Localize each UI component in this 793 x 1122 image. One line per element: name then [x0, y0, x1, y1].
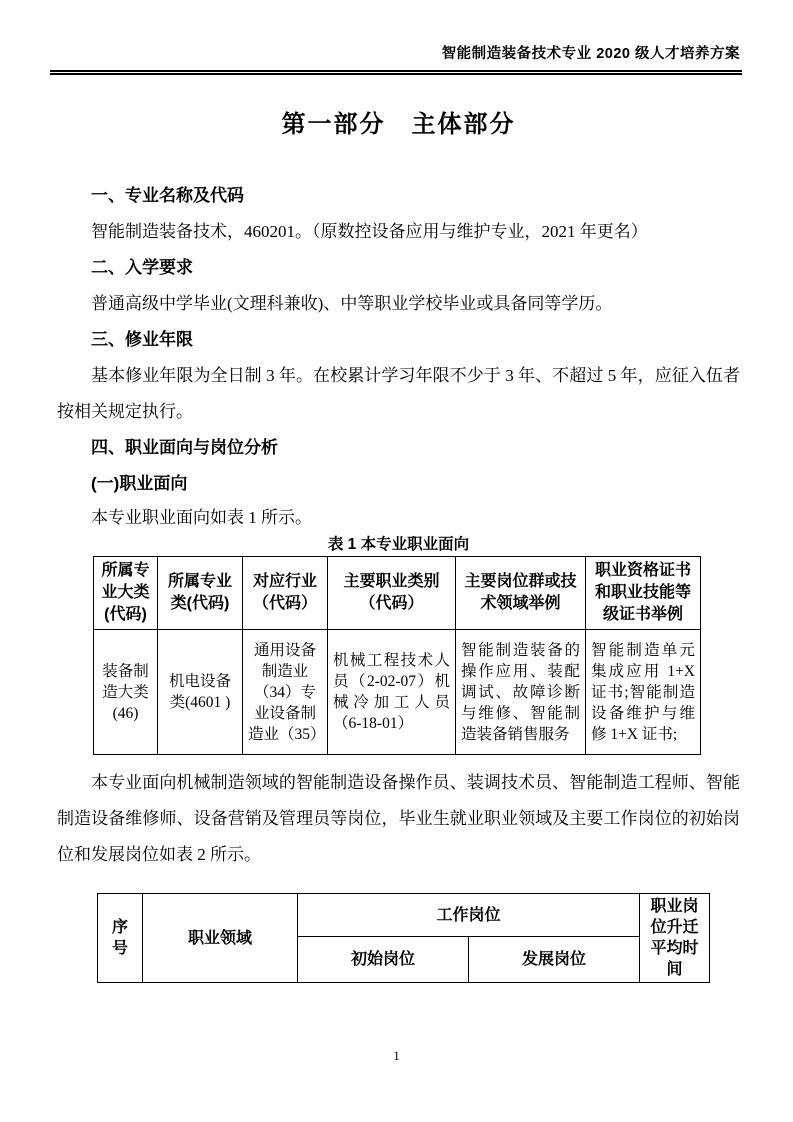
table1-cell-major-class: 机电设备类(4601 ) [158, 630, 243, 755]
table1-intro-paragraph: 本专业职业面向如表 1 所示。 [91, 508, 312, 527]
page-number: 1 [393, 1048, 400, 1063]
table2-header-promotion-time: 职业岗位升迁平均时间 [640, 894, 710, 983]
section-heading-2: 二、入学要求 [91, 258, 193, 277]
table1-header-industry: 对应行业（代码） [243, 557, 328, 630]
document-body [57, 78, 740, 983]
table2-header-initial-post: 初始岗位 [298, 937, 469, 983]
header-divider-thick-line [50, 73, 742, 76]
table2-header-row-1 [98, 894, 710, 937]
table1-caption: 表 1 本专业职业面向 [327, 536, 470, 553]
section-paragraph-1: 智能制造装备技术，460201。（原数控设备应用与维护专业，2021 年更名） [91, 222, 648, 241]
occupation-orientation-table [93, 556, 701, 755]
table1-header-major-category: 所属专业大类(代码) [94, 557, 158, 630]
section-paragraph-2: 普通高级中学毕业(文理科兼收)、中等职业学校毕业或具备同等学历。 [91, 294, 613, 313]
section-paragraph-3: 基本修业年限为全日制 3 年。在校累计学习年限不少于 3 年、不超过 5 年，应征入伍者按相关规定执行。 [57, 366, 740, 421]
table1-header-row [94, 557, 701, 630]
table1-cell-post-group: 智能制造装备的操作应用、装配调试、故障诊断与维修、智能制造装备销售服务 [456, 630, 586, 755]
table2-header-development-post: 发展岗位 [469, 937, 640, 983]
header-divider-rule [50, 70, 742, 75]
table1-header-post-group: 主要岗位群或技术领域举例 [456, 557, 586, 630]
table1-cell-major-category: 装备制造大类(46) [94, 630, 158, 755]
table1-header-major-class: 所属专业类(代码) [158, 557, 243, 630]
work-positions-table [97, 893, 710, 983]
section-heading-3: 三、修业年限 [91, 330, 193, 349]
table2-header-work-posts: 工作岗位 [298, 894, 640, 937]
running-header: 智能制造装备技术专业 2020 级人才培养方案 [441, 46, 740, 62]
document-title: 第一部分 主体部分 [281, 111, 516, 138]
table1-data-row [94, 630, 701, 755]
table1-header-occupation-type: 主要职业类别（代码） [328, 557, 456, 630]
table1-cell-certificates: 智能制造单元集成应用 1+X 证书;智能制造设备维护与维修 1+X 证书; [586, 630, 701, 755]
table1-cell-occupation-type: 机械工程技术人员（2-02-07）机械冷加工人员（6-18-01） [328, 630, 456, 755]
table2-intro-paragraph: 本专业面向机械制造领域的智能制造设备操作员、装调技术员、智能制造工程师、智能制造设备维修师、设备营销及管理员等岗位，毕业生就业职业领域及主要工作岗位的初始岗位和发展岗位如表 2 所示。 [57, 773, 740, 864]
section-heading-4: 四、职业面向与岗位分析 [91, 438, 278, 457]
table1-header-certificates: 职业资格证书和职业技能等级证书举例 [586, 557, 701, 630]
table2-header-serial-number: 序号 [98, 894, 143, 983]
subsection-heading-4-1: (一)职业面向 [91, 474, 188, 493]
section-heading-1: 一、专业名称及代码 [91, 186, 244, 205]
table2-header-occupation-field: 职业领域 [143, 894, 298, 983]
table1-cell-industry: 通用设备制造业（34）专业设备制造业（35） [243, 630, 328, 755]
